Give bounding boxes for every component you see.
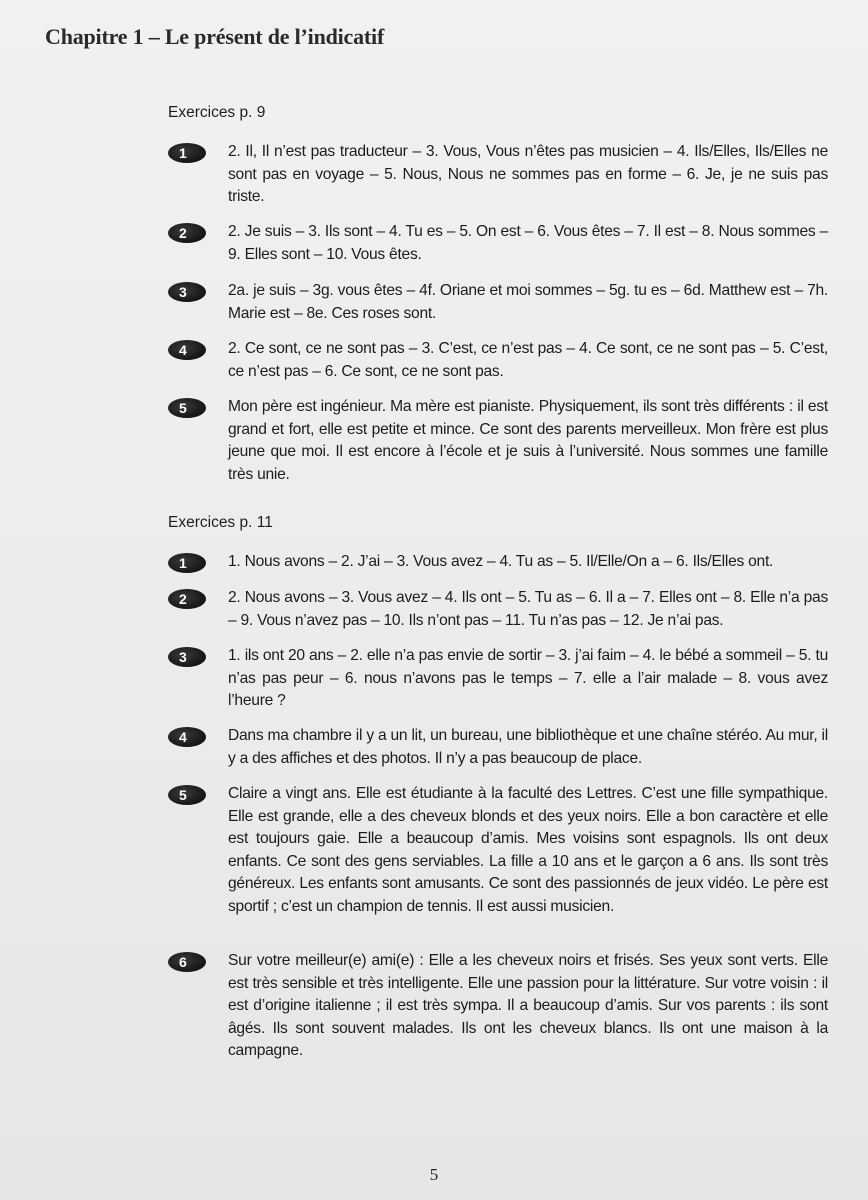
exercise-answer: Claire a vingt ans. Elle est étudiante à la faculté des Lettres. C’est une fille sympathique. Elle est grande, elle a des cheveux blonds et des yeux noirs. Elle a bon caractère et elle est toujours gaie. Elle a beaucoup d’amis. Mes voisins sont espagnols. Ils ont deux enfants. Ce sont des gens serviables. La fille a 10 ans et le garçon a 6 ans. Ils sont très généreux. Les enfants sont amusants. Ce sont des passionnés de jeux vidéo. Le père est sportif ; c’est un champion de tennis. Il est aussi musicien.	[228, 785, 828, 915]
exercise-answer: Mon père est ingénieur. Ma mère est pianiste. Physiquement, ils sont très différents : il est grand et fort, elle est petite et mince. Ce sont des parents merveilleux. Mon frère est plus jeune que moi. Il est encore à l’école et je suis à l’université. Nous sommes une famille très unie.	[228, 398, 828, 483]
exercise-answer: 2. Nous avons – 3. Vous avez – 4. Ils ont – 5. Tu as – 6. Il a – 7. Elles ont – 8. Elle n’a pas – 9. Vous n’avez pas – 10. Ils n’ont pas – 11. Tu n’as pas – 12. Je n’ai pas.	[228, 589, 828, 629]
exercise-item	[168, 396, 828, 486]
exercise-number-badge: 1	[168, 143, 206, 163]
page-number: 5	[429, 1165, 439, 1184]
exercise-answer: 2. Ce sont, ce ne sont pas – 3. C’est, ce n’est pas – 4. Ce sont, ce ne sont pas – 5. C’est, ce n’est pas – 6. Ce sont, ce ne sont pas.	[228, 340, 828, 380]
exercise-answer: Dans ma chambre il y a un lit, un bureau, une bibliothèque et une chaîne stéréo. Au mur, il y a des affiches et des photos. Il n’y a pas beaucoup de place.	[228, 727, 828, 767]
exercise-number-badge: 4	[168, 727, 206, 747]
section-heading: Exercices p. 9	[168, 104, 266, 121]
exercise-answer: 2a. je suis – 3g. vous êtes – 4f. Oriane et moi sommes – 5g. tu es – 6d. Matthew est – 7h. Marie est – 8e. Ces roses sont.	[228, 282, 828, 322]
exercise-item	[168, 280, 828, 325]
exercise-number-badge: 4	[168, 340, 206, 360]
exercise-number-badge: 2	[168, 223, 206, 243]
exercise-item	[168, 950, 828, 1063]
exercise-number-badge: 5	[168, 398, 206, 418]
exercise-item	[168, 783, 828, 918]
exercise-item	[168, 221, 828, 266]
exercise-item	[168, 551, 828, 574]
exercise-number-badge: 1	[168, 553, 206, 573]
exercise-answer: 1. ils ont 20 ans – 2. elle n’a pas envie de sortir – 3. j’ai faim – 4. le bébé a sommeil – 5. tu n’as pas peur – 6. nous n’avons pas le temps – 7. elle a l’air malade – 8. vous avez l’heure ?	[228, 647, 828, 709]
exercise-number-badge: 3	[168, 647, 206, 667]
exercise-number-badge: 5	[168, 785, 206, 805]
exercise-item	[168, 645, 828, 713]
exercise-item	[168, 338, 828, 383]
exercise-answer: 1. Nous avons – 2. J’ai – 3. Vous avez – 4. Tu as – 5. Il/Elle/On a – 6. Ils/Elles ont.	[228, 553, 774, 570]
exercise-item	[168, 725, 828, 770]
exercise-number-badge: 6	[168, 952, 206, 972]
exercise-item	[168, 141, 828, 209]
exercise-number-badge: 2	[168, 589, 206, 609]
exercise-answer: Sur votre meilleur(e) ami(e) : Elle a les cheveux noirs et frisés. Ses yeux sont verts. Elle est très sensible et très intelligente. Elle une passion pour la littérature. Sur votre voisin : il est d’origine italienne ; il est très sympa. Il a beaucoup d’amis. Sur vos parents : ils sont âgés. Ils sont souvent malades. Ils ont les cheveux blancs. Ils ont une maison à la campagne.	[228, 952, 828, 1059]
chapter-title: Chapitre 1 – Le présent de l’indicatif	[45, 24, 385, 49]
exercise-answer: 2. Il, Il n’est pas traducteur – 3. Vous, Vous n’êtes pas musicien – 4. Ils/Elles, Ils/Elles ne sont pas en voyage – 5. Nous, Nous ne sommes pas en forme – 6. Je, je ne suis pas triste.	[228, 143, 828, 205]
exercise-answer: 2. Je suis – 3. Ils sont – 4. Tu es – 5. On est – 6. Vous êtes – 7. Il est – 8. Nous sommes – 9. Elles sont – 10. Vous êtes.	[228, 223, 828, 263]
exercise-item	[168, 587, 828, 632]
exercise-number-badge: 3	[168, 282, 206, 302]
section-heading: Exercices p. 11	[168, 514, 273, 531]
